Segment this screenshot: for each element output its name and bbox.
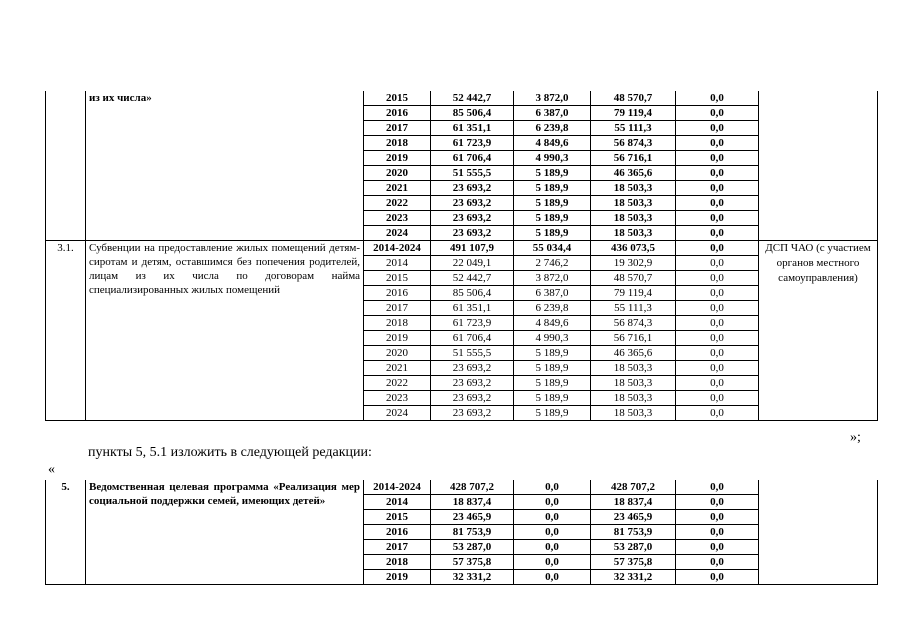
total-cell: 23 465,9 [431,510,514,525]
other-cell: 0,0 [676,256,759,271]
regional-cell: 18 837,4 [591,495,676,510]
federal-cell: 5 189,9 [514,226,591,241]
other-cell: 0,0 [676,540,759,555]
total-cell: 23 693,2 [431,196,514,211]
other-cell: 0,0 [676,301,759,316]
regional-cell: 18 503,3 [591,376,676,391]
regional-cell: 18 503,3 [591,196,676,211]
other-cell: 0,0 [676,391,759,406]
total-cell: 53 287,0 [431,540,514,555]
total-cell: 428 707,2 [431,480,514,495]
federal-cell: 4 849,6 [514,136,591,151]
total-cell: 61 351,1 [431,121,514,136]
year-cell: 2016 [364,106,431,121]
year-cell: 2022 [364,196,431,211]
other-cell: 0,0 [676,136,759,151]
regional-cell: 18 503,3 [591,361,676,376]
federal-cell: 4 849,6 [514,316,591,331]
item-executor: ДСП ЧАО (с участием органов местного самоуправления) [759,241,878,421]
total-cell: 32 331,2 [431,570,514,585]
federal-cell: 5 189,9 [514,376,591,391]
year-cell: 2016 [364,525,431,540]
total-cell: 61 723,9 [431,136,514,151]
regional-cell: 18 503,3 [591,211,676,226]
regional-cell: 48 570,7 [591,271,676,286]
budget-table-new-items [45,480,878,585]
item-number: 3.1. [46,241,86,421]
federal-cell: 0,0 [514,495,591,510]
regional-cell: 18 503,3 [591,181,676,196]
year-cell: 2021 [364,181,431,196]
total-cell: 85 506,4 [431,106,514,121]
total-cell: 52 442,7 [431,91,514,106]
total-cell: 23 693,2 [431,391,514,406]
year-cell: 2015 [364,91,431,106]
regional-cell: 81 753,9 [591,525,676,540]
table-row [46,91,878,106]
total-cell: 85 506,4 [431,286,514,301]
total-cell: 51 555,5 [431,166,514,181]
total-cell: 61 706,4 [431,331,514,346]
federal-cell: 5 189,9 [514,211,591,226]
table-row [46,480,878,495]
federal-cell: 0,0 [514,570,591,585]
other-cell: 0,0 [676,211,759,226]
other-cell: 0,0 [676,316,759,331]
total-cell: 51 555,5 [431,346,514,361]
item-description: Ведомственная целевая программа «Реализация мер социальной поддержки семей, имеющих детей» [86,480,364,585]
regional-cell: 79 119,4 [591,106,676,121]
regional-cell: 18 503,3 [591,406,676,421]
regional-cell: 19 302,9 [591,256,676,271]
total-cell: 22 049,1 [431,256,514,271]
regional-cell: 18 503,3 [591,226,676,241]
other-cell: 0,0 [676,361,759,376]
federal-cell: 6 387,0 [514,286,591,301]
year-cell: 2022 [364,376,431,391]
regional-cell: 56 874,3 [591,136,676,151]
federal-cell: 4 990,3 [514,151,591,166]
year-cell: 2018 [364,136,431,151]
federal-cell: 0,0 [514,555,591,570]
federal-cell: 0,0 [514,480,591,495]
federal-cell: 6 239,8 [514,301,591,316]
federal-cell: 5 189,9 [514,346,591,361]
year-cell: 2020 [364,166,431,181]
other-cell: 0,0 [676,331,759,346]
regional-cell: 436 073,5 [591,241,676,256]
total-cell: 52 442,7 [431,271,514,286]
year-cell: 2017 [364,540,431,555]
year-cell: 2019 [364,570,431,585]
federal-cell: 3 872,0 [514,271,591,286]
amendment-paragraph: пункты 5, 5.1 изложить в следующей редакции: [88,445,372,460]
other-cell: 0,0 [676,495,759,510]
regional-cell: 56 716,1 [591,331,676,346]
regional-cell: 32 331,2 [591,570,676,585]
regional-cell: 56 716,1 [591,151,676,166]
federal-cell: 5 189,9 [514,181,591,196]
total-cell: 23 693,2 [431,361,514,376]
other-cell: 0,0 [676,241,759,256]
federal-cell: 3 872,0 [514,91,591,106]
other-cell: 0,0 [676,91,759,106]
federal-cell: 6 239,8 [514,121,591,136]
other-cell: 0,0 [676,271,759,286]
federal-cell: 5 189,9 [514,166,591,181]
year-cell: 2015 [364,271,431,286]
federal-cell: 0,0 [514,510,591,525]
other-cell: 0,0 [676,286,759,301]
other-cell: 0,0 [676,226,759,241]
total-cell: 61 706,4 [431,151,514,166]
regional-cell: 57 375,8 [591,555,676,570]
other-cell: 0,0 [676,570,759,585]
federal-cell: 4 990,3 [514,331,591,346]
other-cell: 0,0 [676,510,759,525]
item-description: из их числа» [86,91,364,241]
year-cell: 2023 [364,391,431,406]
other-cell: 0,0 [676,151,759,166]
budget-table-continuation [45,91,878,421]
other-cell: 0,0 [676,181,759,196]
total-cell: 23 693,2 [431,376,514,391]
year-cell: 2023 [364,211,431,226]
year-cell: 2014 [364,256,431,271]
other-cell: 0,0 [676,480,759,495]
total-cell: 23 693,2 [431,406,514,421]
year-cell: 2017 [364,121,431,136]
other-cell: 0,0 [676,166,759,181]
total-cell: 23 693,2 [431,211,514,226]
federal-cell: 2 746,2 [514,256,591,271]
item-number-empty [46,91,86,241]
other-cell: 0,0 [676,106,759,121]
federal-cell: 6 387,0 [514,106,591,121]
year-cell: 2019 [364,151,431,166]
regional-cell: 46 365,6 [591,346,676,361]
regional-cell: 56 874,3 [591,316,676,331]
item-executor-empty [759,91,878,241]
year-cell: 2017 [364,301,431,316]
table-row [46,241,878,256]
other-cell: 0,0 [676,196,759,211]
federal-cell: 5 189,9 [514,196,591,211]
regional-cell: 55 111,3 [591,121,676,136]
year-cell: 2018 [364,316,431,331]
closing-quote: »; [850,430,861,445]
item-executor-empty [759,480,878,585]
regional-cell: 79 119,4 [591,286,676,301]
opening-quote: « [48,462,55,477]
other-cell: 0,0 [676,346,759,361]
year-cell: 2019 [364,331,431,346]
year-cell: 2014-2024 [364,480,431,495]
item-description: Субвенции на предоставление жилых помещений детям-сиротам и детям, оставшимся без попечения родителей, лицам из их числа по договорам найма специализированных жилых помещений [86,241,364,421]
federal-cell: 5 189,9 [514,391,591,406]
federal-cell: 0,0 [514,525,591,540]
federal-cell: 55 034,4 [514,241,591,256]
year-cell: 2024 [364,406,431,421]
year-cell: 2020 [364,346,431,361]
other-cell: 0,0 [676,121,759,136]
year-cell: 2024 [364,226,431,241]
total-cell: 491 107,9 [431,241,514,256]
regional-cell: 53 287,0 [591,540,676,555]
other-cell: 0,0 [676,525,759,540]
total-cell: 57 375,8 [431,555,514,570]
other-cell: 0,0 [676,555,759,570]
regional-cell: 18 503,3 [591,391,676,406]
total-cell: 61 723,9 [431,316,514,331]
regional-cell: 23 465,9 [591,510,676,525]
regional-cell: 48 570,7 [591,91,676,106]
year-cell: 2021 [364,361,431,376]
year-cell: 2018 [364,555,431,570]
year-cell: 2014-2024 [364,241,431,256]
federal-cell: 5 189,9 [514,361,591,376]
other-cell: 0,0 [676,376,759,391]
year-cell: 2016 [364,286,431,301]
regional-cell: 428 707,2 [591,480,676,495]
total-cell: 23 693,2 [431,226,514,241]
total-cell: 81 753,9 [431,525,514,540]
other-cell: 0,0 [676,406,759,421]
regional-cell: 46 365,6 [591,166,676,181]
total-cell: 61 351,1 [431,301,514,316]
item-number: 5. [46,480,86,585]
year-cell: 2014 [364,495,431,510]
total-cell: 18 837,4 [431,495,514,510]
federal-cell: 5 189,9 [514,406,591,421]
federal-cell: 0,0 [514,540,591,555]
year-cell: 2015 [364,510,431,525]
total-cell: 23 693,2 [431,181,514,196]
regional-cell: 55 111,3 [591,301,676,316]
